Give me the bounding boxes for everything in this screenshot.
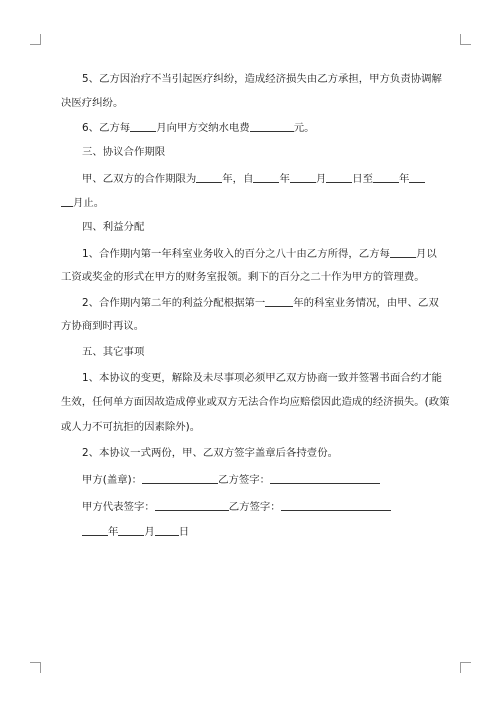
fill-blank[interactable] bbox=[265, 295, 293, 307]
fill-blank[interactable] bbox=[290, 171, 316, 183]
crop-mark-bottom-right bbox=[460, 662, 471, 673]
section4-p2-line2: 方协商到时再议。 bbox=[61, 320, 145, 332]
party-a-seal-field[interactable] bbox=[142, 472, 218, 484]
section4-heading: 四、利益分配 bbox=[82, 221, 145, 233]
fill-blank[interactable] bbox=[390, 246, 416, 258]
day-field[interactable] bbox=[155, 524, 179, 536]
section5-p2: 2、本协议一式两份，甲、乙双方签字盖章后各持壹份。 bbox=[82, 447, 338, 459]
section3-line1: 甲、乙双方的合作期限为 年，自 年 月 日至 年 bbox=[82, 171, 425, 185]
section5-heading: 五、其它事项 bbox=[82, 346, 145, 358]
fill-blank[interactable] bbox=[253, 171, 279, 183]
fill-blank[interactable] bbox=[196, 171, 222, 183]
party-b-sign-field[interactable] bbox=[270, 472, 380, 484]
section5-p1-line2: 生效，任何单方面因故造成停业或双方无法合作均应赔偿因此造成的经济损失。(政策 bbox=[61, 396, 450, 408]
item5-line2 bbox=[61, 96, 123, 110]
fill-blank[interactable] bbox=[130, 120, 156, 132]
month-field[interactable] bbox=[118, 524, 144, 536]
signature-line2: 甲方代表签字： 乙方签字： bbox=[82, 499, 391, 513]
fill-blank[interactable] bbox=[373, 171, 399, 183]
crop-mark-top-left bbox=[30, 34, 41, 45]
fill-blank[interactable] bbox=[409, 171, 425, 183]
party-b-sign-field-2[interactable] bbox=[281, 499, 391, 511]
crop-mark-top-right bbox=[460, 34, 471, 45]
section4-p1-line2: 工资或奖金的形式在甲方的财务室报领。剩下的百分之二十作为甲方的管理费。 bbox=[61, 271, 425, 283]
crop-mark-bottom-left bbox=[30, 662, 41, 673]
section3-line2: 月止。 bbox=[61, 195, 104, 209]
year-field[interactable] bbox=[82, 524, 108, 536]
section4-p1-line1: 1、合作期内第一年科室业务收入的百分之八十由乙方所得，乙方每 月以 bbox=[82, 248, 437, 260]
fill-blank[interactable] bbox=[61, 195, 73, 207]
section4-p2-line1: 2、合作期内第二年的利益分配根据第一 年的科室业务情况，由甲、乙双 bbox=[82, 297, 439, 309]
section3-heading: 三、协议合作期限 bbox=[82, 146, 166, 158]
party-a-rep-field[interactable] bbox=[155, 499, 229, 511]
item5-text2: 决医疗纠纷。 bbox=[61, 97, 124, 109]
item5-text1: 5、乙方因治疗不当引起医疗纠纷，造成经济损失由乙方承担，甲方负责协调解 bbox=[82, 73, 442, 85]
section5-p1-line1: 1、本协议的变更，解除及未尽事项必须甲乙双方协商一致并签署书面合约才能 bbox=[82, 372, 442, 384]
fill-blank[interactable] bbox=[326, 171, 352, 183]
item5-line1 bbox=[82, 72, 442, 86]
section5-p1-line3: 或人力不可抗拒的因素除外)。 bbox=[61, 421, 201, 433]
item6-line: 6、乙方每 月向甲方交纳水电费 元。 bbox=[82, 122, 315, 134]
signature-line1: 甲方(盖章)： 乙方签字： bbox=[82, 472, 380, 486]
fill-blank[interactable] bbox=[250, 120, 294, 132]
date-line: 年 月 日 bbox=[82, 524, 189, 538]
